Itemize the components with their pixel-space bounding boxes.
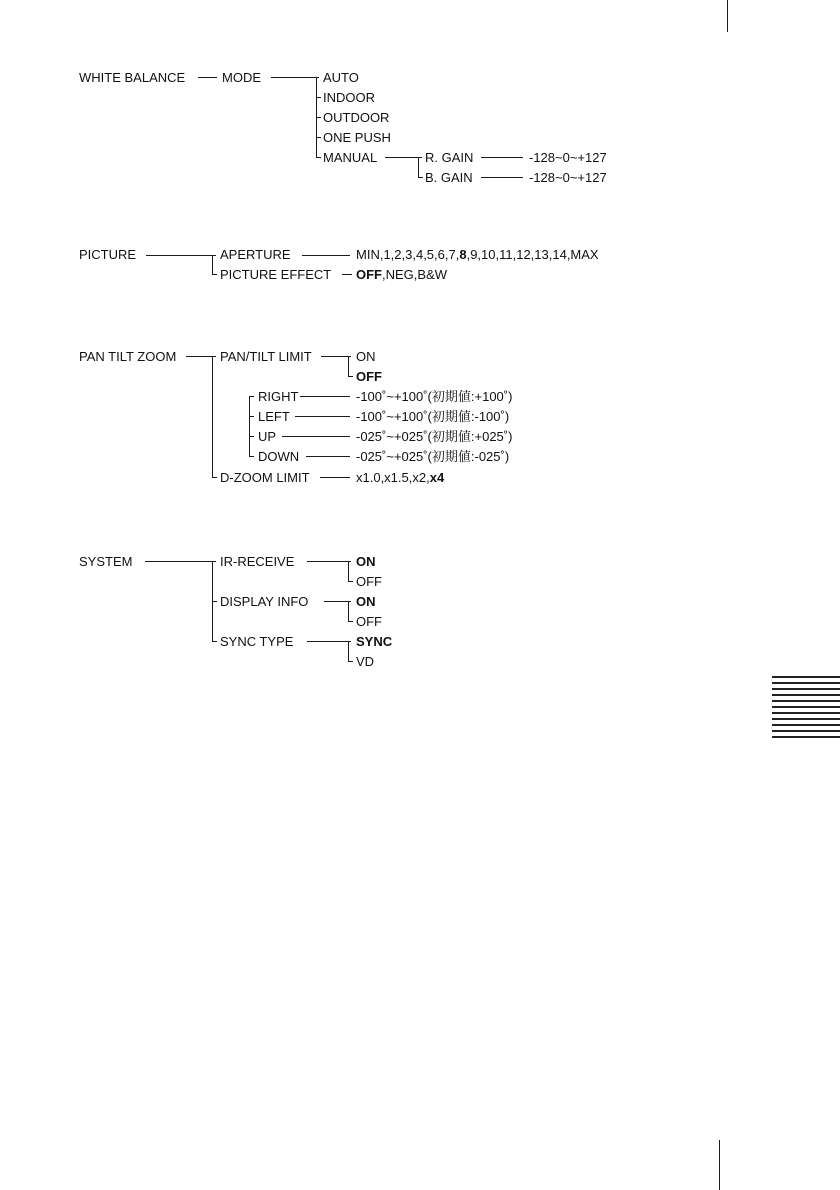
- display-info-label: DISPLAY INFO: [220, 594, 309, 609]
- sync-type-sync: SYNC: [356, 634, 393, 649]
- r-gain-label: R. GAIN: [425, 150, 474, 165]
- right-range: -100˚~+100˚(初期値:+100˚): [356, 389, 513, 404]
- up-range: -025˚~+025˚(初期値:+025˚): [356, 429, 513, 444]
- wb-option-outdoor: OUTDOOR: [323, 110, 390, 125]
- sync-type-label: SYNC TYPE: [220, 634, 294, 649]
- up-label: UP: [258, 429, 277, 444]
- system-label: SYSTEM: [79, 554, 133, 569]
- r-gain-range: -128~0~+127: [529, 150, 607, 165]
- ir-receive-on: ON: [356, 554, 376, 569]
- display-info-on: ON: [356, 594, 376, 609]
- d-zoom-values: x1.0,x1.5,x2,x4: [356, 470, 445, 485]
- limit-on: ON: [356, 349, 376, 364]
- pan-tilt-limit-label: PAN/TILT LIMIT: [220, 349, 312, 364]
- d-zoom-limit-label: D-ZOOM LIMIT: [220, 470, 310, 485]
- picture-effect-values: OFF,NEG,B&W: [356, 267, 448, 282]
- limit-off: OFF: [356, 369, 382, 384]
- down-label: DOWN: [258, 449, 300, 464]
- sync-type-vd: VD: [356, 654, 375, 669]
- picture-effect-label: PICTURE EFFECT: [220, 267, 332, 282]
- wb-option-one-push: ONE PUSH: [323, 130, 391, 145]
- wb-option-auto: AUTO: [323, 70, 359, 85]
- right-label: RIGHT: [258, 389, 299, 404]
- ir-receive-off: OFF: [356, 574, 382, 589]
- wb-option-manual: MANUAL: [323, 150, 378, 165]
- down-range: -025˚~+025˚(初期値:-025˚): [356, 449, 510, 464]
- b-gain-range: -128~0~+127: [529, 170, 607, 185]
- b-gain-label: B. GAIN: [425, 170, 473, 185]
- aperture-values: MIN,1,2,3,4,5,6,7,8,9,10,11,12,13,14,MAX: [356, 247, 599, 262]
- left-label: LEFT: [258, 409, 290, 424]
- display-info-off: OFF: [356, 614, 382, 629]
- picture-label: PICTURE: [79, 247, 137, 262]
- left-range: -100˚~+100˚(初期値:-100˚): [356, 409, 510, 424]
- pan-tilt-zoom-label: PAN TILT ZOOM: [79, 349, 177, 364]
- mode-label: MODE: [222, 70, 261, 85]
- ir-receive-label: IR-RECEIVE: [220, 554, 295, 569]
- white-balance-label: WHITE BALANCE: [79, 70, 186, 85]
- aperture-label: APERTURE: [220, 247, 291, 262]
- wb-option-indoor: INDOOR: [323, 90, 375, 105]
